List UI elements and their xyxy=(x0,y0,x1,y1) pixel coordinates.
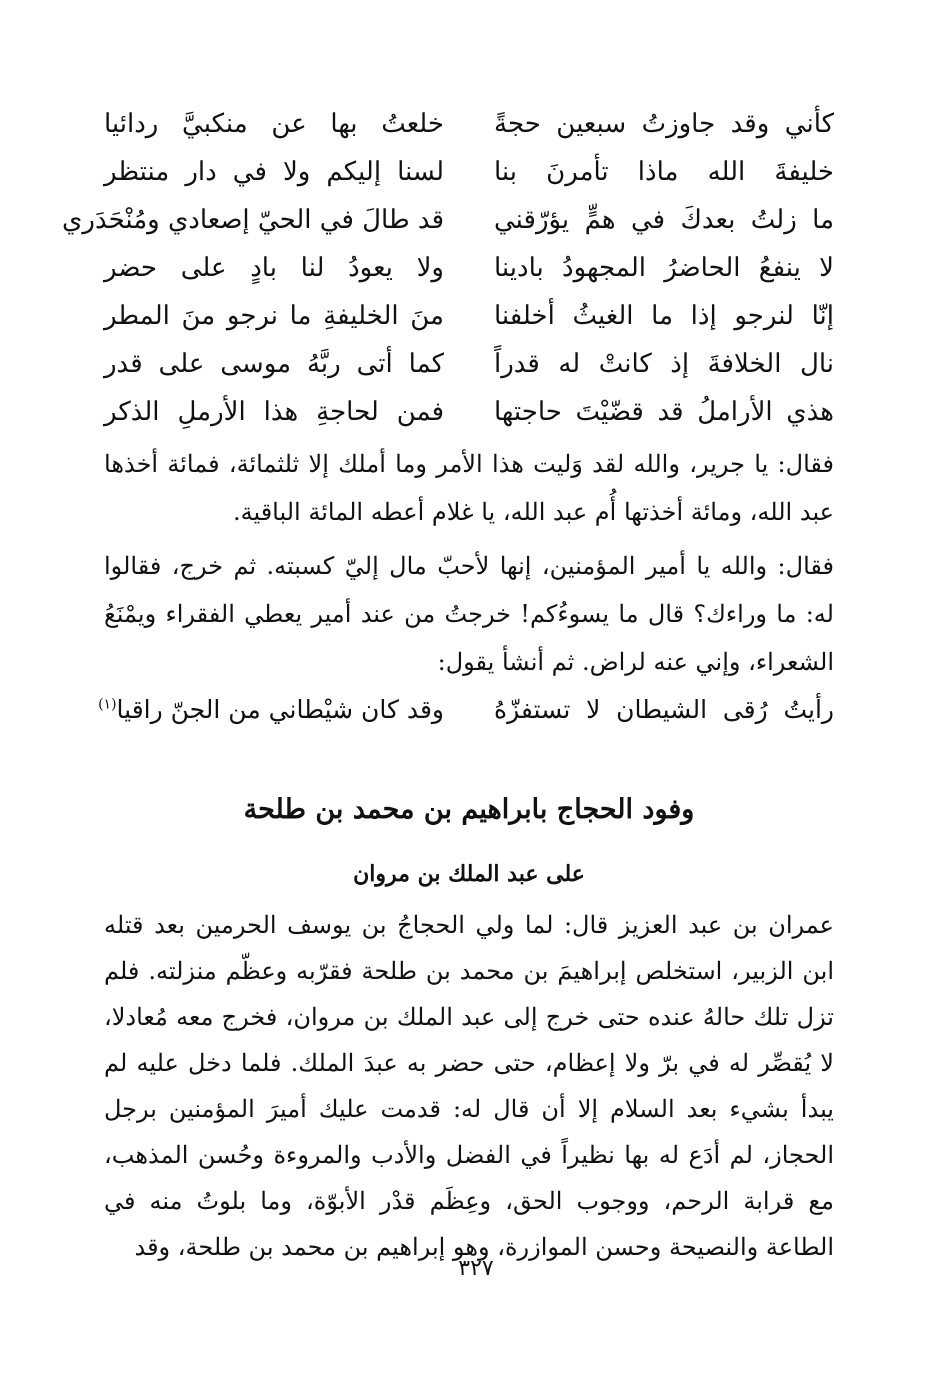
paragraph-jarir-leaves: فقال: والله يا أمير المؤمنين، إنها لأحبّ مال إليّ كسبته. ثم خرج، فقالوا له: ما وراءك؟ قال ما يسوءُكم! خرجتُ من عند أمير يعطي الفقراء ويمْنَعُ الشعراء، وإني عنه لراض. ثم أنشأ يقول: xyxy=(104,552,834,676)
verse-first-hemistich: كأني وقد جاوزتُ سبعين حجةً xyxy=(494,109,834,139)
poem-verse xyxy=(62,196,834,244)
page-number: ٣٢٧ xyxy=(458,1256,494,1281)
poem-verse xyxy=(104,340,834,388)
verse-first-hemistich: إنّا لنرجو إذا ما الغيثُ أخلفنا xyxy=(494,301,834,331)
verse-second-hemistich: فمن لحاجةِ هذا الأرملِ الذكر xyxy=(104,397,444,427)
poem-verse xyxy=(104,148,834,196)
paragraph-hajjaj-story: عمران بن عبد العزيز قال: لما ولي الحجاجُ بن يوسف الحرمين بعد قتله ابن الزبير، استخلص إبراهيمَ بن محمد بن طلحة فقرّبه وعظّم منزلته. فلم تزل تلك حالهُ عنده حتى خرج إلى عبد الملك بن مروان، فخرج معه مُعادلا، لا يُقصِّر له في برّ ولا إعظام، حتى حضر به عبدَ الملك. فلما دخل عليه لم يبدأ بشيء بعد السلام إلا أن قال له: قدمت عليك أميرَ المؤمنين برجل الحجاز، لم أدَع له بها نظيراً في الفضل والأدب والمروءة وحُسن المذهب، مع قرابة الرحم، ووجوب الحق، وعِظَم قدْر الأبوّة، وما بلوتُ منه في الطاعة والنصيحة وحسن الموازرة، وهو إبراهيم بن محمد بن طلحة، وقد xyxy=(104,911,834,1261)
closing-verse xyxy=(98,686,834,734)
footnote-marker[interactable]: (١) xyxy=(98,696,117,713)
verse-first-hemistich: هذي الأراملُ قد قضّيْتَ حاجتها xyxy=(494,397,834,427)
poem-verse xyxy=(104,388,834,436)
closing-verse-second-hemistich xyxy=(98,686,444,734)
verse-second-hemistich: كما أتى ربَّهُ موسى على قدر xyxy=(104,349,444,379)
verse-first-hemistich: نال الخلافةَ إذ كانتْ له قدراً xyxy=(494,349,834,379)
poem-verse xyxy=(104,100,834,148)
paragraph-jarir-reply: فقال: يا جرير، والله لقد وَليت هذا الأمر وما أملك إلا ثلثمائة، فمائة أخذها عبد الله، ومائة أخذتها أُم عبد الله، يا غلام أعطه المائة الباقية. xyxy=(104,450,834,526)
section-subtitle: على عبد الملك بن مروان xyxy=(353,861,585,887)
verse-first-hemistich: ما زلتُ بعدكَ في همٍّ يؤرّقني xyxy=(494,205,834,235)
page-body xyxy=(62,100,834,1270)
poem-verse xyxy=(104,292,834,340)
verse-second-hemistich: منَ الخليفةِ ما نرجو منَ المطر xyxy=(104,301,444,331)
section-title: وفود الحجاج بابراهيم بن محمد بن طلحة xyxy=(243,794,695,825)
verse-first-hemistich: خليفةَ الله ماذا تأمرنَ بنا xyxy=(494,157,834,187)
poem xyxy=(62,100,834,436)
verse-second-hemistich: لسنا إليكم ولا في دار منتظر xyxy=(104,157,444,187)
verse-second-hemistich: قد طالَ في الحيّ إصعادي ومُنْحَدَري xyxy=(62,205,444,235)
closing-verse-second-text: وقد كان شيْطاني من الجنّ راقيا xyxy=(116,695,444,724)
verse-second-hemistich: ولا يعودُ لنا بادٍ على حضر xyxy=(104,253,444,283)
closing-verse-first-hemistich: رأيتُ رُقى الشيطان لا تستفزّهُ xyxy=(494,695,834,724)
verse-second-hemistich: خلعتُ بها عن منكبيَّ ردائيا xyxy=(104,109,444,139)
verse-first-hemistich: لا ينفعُ الحاضرُ المجهودُ بادينا xyxy=(494,253,834,283)
poem-verse xyxy=(104,244,834,292)
